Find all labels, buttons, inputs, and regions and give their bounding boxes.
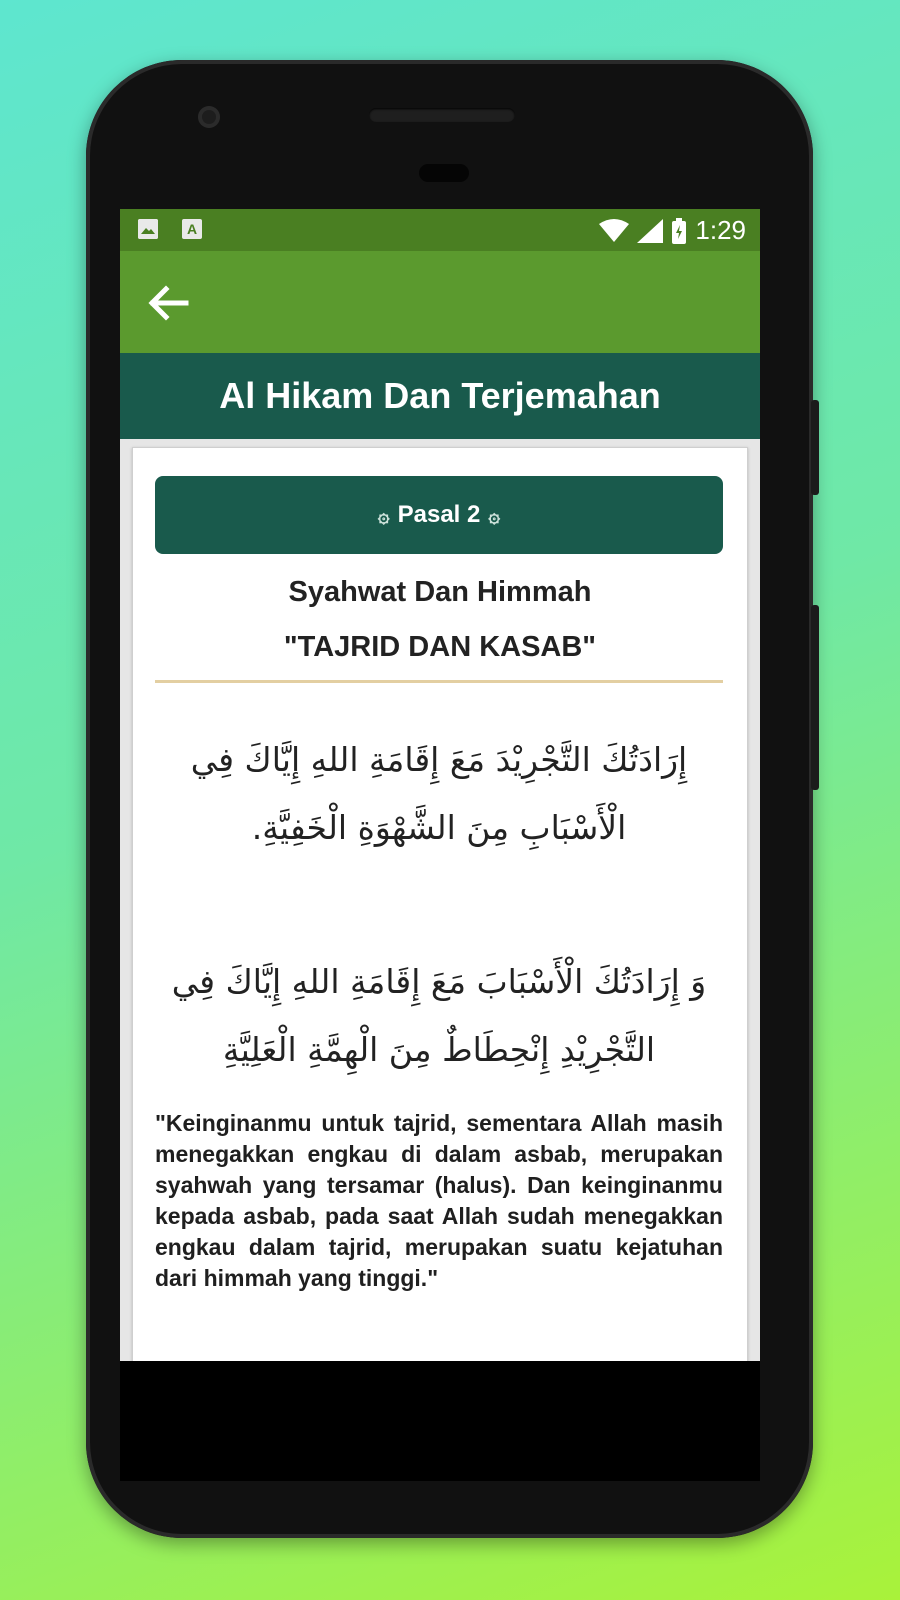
divider: [155, 680, 723, 683]
app-screen: [120, 209, 760, 1361]
chapter-heading: "TAJRID DAN KASAB": [283, 631, 597, 663]
arabic-verse-1: إِرَادَتُكَ التَّجْرِيْدَ مَعَ إِقَامَةِ اللهِ إِيَّاكَ فِي الْأَسْبَابِ مِنَ الشَّهْوَةِ الْخَفِيَّةِ.: [190, 740, 688, 847]
ornament-icon: ۞: [488, 504, 501, 527]
power-button: [811, 400, 819, 495]
page-title: Al Hikam Dan Terjemahan: [120, 353, 760, 439]
navigation-area: [120, 1361, 760, 1481]
content-card: [132, 447, 748, 1361]
ornament-icon: ۞: [377, 504, 390, 527]
chapter-label: Pasal 2: [397, 501, 481, 528]
battery-icon: [671, 218, 687, 244]
volume-button: [811, 605, 819, 790]
chapter-subtitle: Syahwat Dan Himmah: [288, 576, 592, 608]
status-bar: [120, 209, 760, 251]
front-camera: [198, 106, 220, 128]
earpiece-speaker: [369, 108, 515, 122]
a-notification-icon: A: [182, 219, 202, 239]
translation-text: "Keinginanmu untuk tajrid, sementara Allah masih menegakkan engkau di dalam asbab, merupakan syahwah yang tersamar (halus). Dan keinginanmu kepada asbab, pada saat Allah sudah menegakkan engkau dalam tajrid, merupakan suatu kejatuhan dari himmah yang tinggi.": [155, 1110, 723, 1291]
status-indicators: [599, 215, 746, 246]
arrow-left-icon[interactable]: [144, 279, 192, 327]
image-icon: [138, 219, 158, 239]
wifi-icon: [599, 219, 629, 243]
app-bar: [120, 251, 760, 353]
clock: 1:29: [695, 215, 746, 245]
arabic-verse-2: وَ إِرَادَتُكَ الْأَسْبَابَ مَعَ إِقَامَةِ اللهِ إِيَّاكَ فِي التَّجْرِيْدِ إِنْحِطَاطٌ مِنَ الْهِمَّةِ الْعَلِيَّةِ: [171, 962, 707, 1069]
signal-icon: [637, 219, 663, 243]
chapter-header: [155, 476, 723, 554]
proximity-sensor: [419, 164, 469, 182]
